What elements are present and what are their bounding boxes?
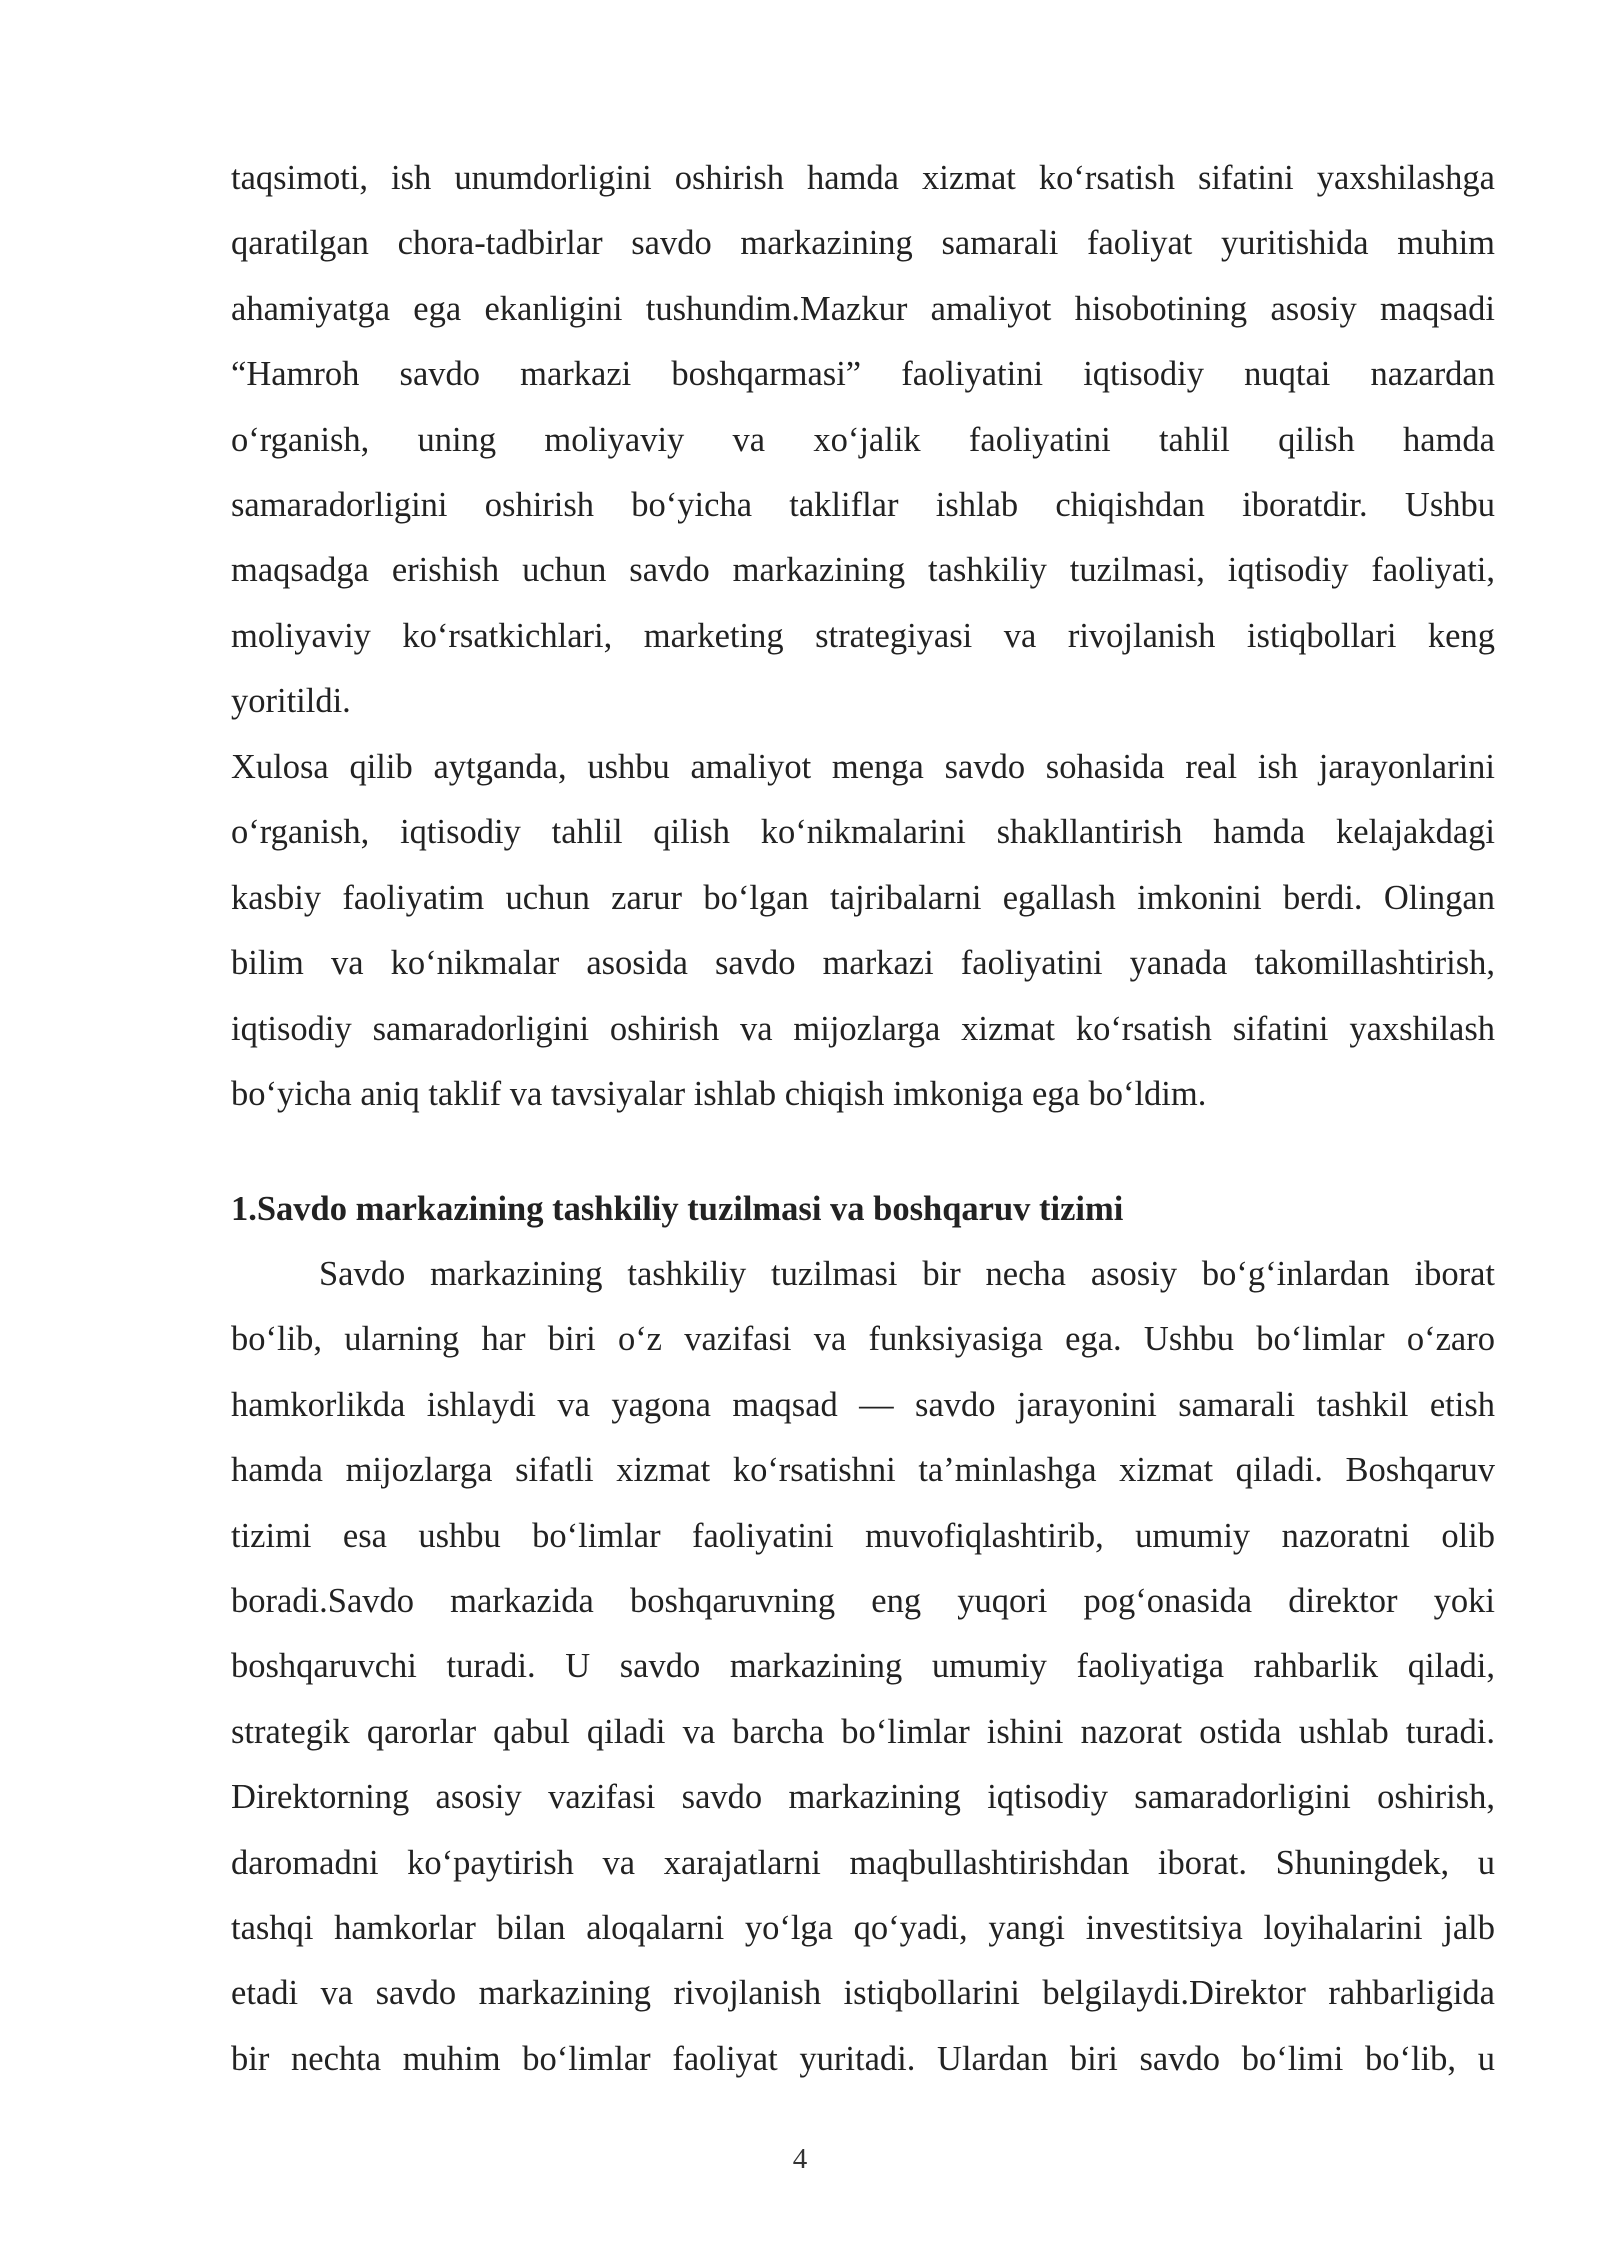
text-line: tashqi hamkorlar bilan aloqalarni yo‘lga qo‘yadi, yangi investitsiya loyihalarini jalb xyxy=(231,1908,1495,1947)
text-line: maqsadga erishish uchun savdo markazining tashkiliy tuzilmasi, iqtisodiy faoliyati, xyxy=(231,551,1495,590)
text-line: strategik qarorlar qabul qiladi va barcha bo‘limlar ishini nazorat ostida ushlab turadi. xyxy=(231,1712,1495,1751)
paragraph-intro xyxy=(231,146,1495,735)
text-line: etadi va savdo markazining rivojlanish istiqbollarini belgilaydi.Direktor rahbarligida xyxy=(231,1974,1495,2013)
text-line: hamda mijozlarga sifatli xizmat ko‘rsatishni ta’minlashga xizmat qiladi. Boshqaruv xyxy=(231,1451,1495,1490)
paragraph-section-body xyxy=(231,1242,1495,2092)
text-line: bilim va ko‘nikmalar asosida savdo markazi faoliyatini yanada takomillashtirish, xyxy=(231,944,1495,983)
text-line: samaradorligini oshirish bo‘yicha takliflar ishlab chiqishdan iboratdir. Ushbu xyxy=(231,485,1495,524)
text-line: kasbiy faoliyatim uchun zarur bo‘lgan tajribalarni egallash imkonini berdi. Olingan xyxy=(231,878,1495,917)
text-line: hamkorlikda ishlaydi va yagona maqsad — savdo jarayonini samarali tashkil etish xyxy=(231,1385,1495,1424)
text-line: tizimi esa ushbu bo‘limlar faoliyatini muvofiqlashtirib, umumiy nazoratni olib xyxy=(231,1516,1495,1555)
text-line: o‘rganish, iqtisodiy tahlil qilish ko‘nikmalarini shakllantirish hamda kelajakdagi xyxy=(231,813,1495,852)
text-line: Direktorning asosiy vazifasi savdo markazining iqtisodiy samaradorligini oshirish, xyxy=(231,1778,1495,1817)
text-line: boradi.Savdo markazida boshqaruvning eng yuqori pog‘onasida direktor yoki xyxy=(231,1581,1495,1620)
text-line: bir nechta muhim bo‘limlar faoliyat yuritadi. Ulardan biri savdo bo‘limi bo‘lib, u xyxy=(231,2039,1495,2078)
text-line: qaratilgan chora-tadbirlar savdo markazining samarali faoliyat yuritishida muhim xyxy=(231,224,1495,263)
text-line: Savdo markazining tashkiliy tuzilmasi bir necha asosiy bo‘g‘inlardan iborat xyxy=(319,1255,1495,1293)
text-line: yoritildi. xyxy=(231,682,351,721)
text-line: taqsimoti, ish unumdorligini oshirish hamda xizmat ko‘rsatish sifatini yaxshilashga xyxy=(231,159,1495,197)
text-line: ahamiyatga ega ekanligini tushundim.Mazkur amaliyot hisobotining asosiy maqsadi xyxy=(231,289,1495,328)
text-line: iqtisodiy samaradorligini oshirish va mijozlarga xizmat ko‘rsatish sifatini yaxshilash xyxy=(231,1009,1495,1048)
page-number: 4 xyxy=(792,2143,808,2175)
text-line: daromadni ko‘paytirish va xarajatlarni maqbullashtirishdan iborat. Shuningdek, u xyxy=(231,1843,1495,1882)
text-line: moliyaviy ko‘rsatkichlari, marketing strategiyasi va rivojlanish istiqbollari keng xyxy=(231,616,1495,655)
paragraph-conclusion xyxy=(231,735,1495,1127)
text-line: boshqaruvchi turadi. U savdo markazining umumiy faoliyatiga rahbarlik qiladi, xyxy=(231,1647,1495,1686)
text-line: bo‘yicha aniq taklif va tavsiyalar ishlab chiqish imkoniga ega bo‘ldim. xyxy=(231,1074,1207,1113)
section-heading: 1.Savdo markazining tashkiliy tuzilmasi va boshqaruv tizimi xyxy=(231,1190,1124,1228)
text-line: Xulosa qilib aytganda, ushbu amaliyot menga savdo sohasida real ish jarayonlarini xyxy=(231,748,1495,786)
text-line: “Hamroh savdo markazi boshqarmasi” faoliyatini iqtisodiy nuqtai nazardan xyxy=(231,355,1495,394)
text-line: o‘rganish, uning moliyaviy va xo‘jalik faoliyatini tahlil qilish hamda xyxy=(231,420,1495,459)
text-line: bo‘lib, ularning har biri o‘z vazifasi va funksiyasiga ega. Ushbu bo‘limlar o‘zaro xyxy=(231,1320,1495,1359)
